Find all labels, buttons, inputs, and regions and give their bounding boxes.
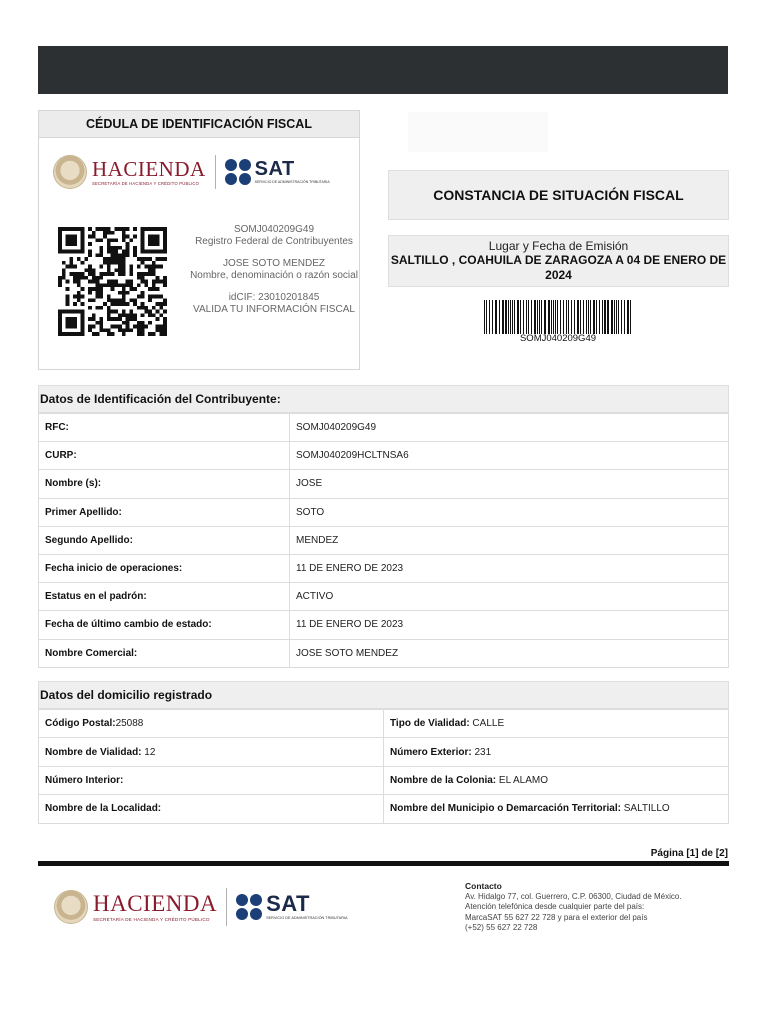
field-label: Nombre de la Colonia:: [390, 774, 497, 786]
logo-divider: [215, 155, 216, 189]
table-row: [39, 470, 729, 498]
idcif: idCIF: 23010201845: [228, 292, 320, 303]
sat-logo-subtext: SERVICIO DE ADMINISTRACIÓN TRIBUTARIA: [254, 180, 330, 184]
table-row: [39, 498, 729, 526]
rfc-label: Registro Federal de Contribuyentes: [195, 235, 353, 247]
field-value: JOSE: [290, 470, 729, 498]
field-label: Segundo Apellido:: [39, 526, 290, 554]
field-label: Nombre de la Localidad:: [45, 803, 162, 815]
field-value: SOMJ040209HCLTNSA6: [290, 442, 729, 470]
identificacion-header: Datos de Identificación del Contribuyente:: [38, 385, 729, 413]
cedula-logos: [53, 155, 330, 189]
footer-logos: [54, 888, 348, 926]
field-value: 25088: [115, 718, 144, 730]
hacienda-logo-subtext: SECRETARÍA DE HACIENDA Y CRÉDITO PÚBLICO: [93, 916, 210, 922]
field-label: Número Interior:: [45, 774, 124, 786]
domicilio-table: [38, 709, 729, 824]
field-value: SOMJ040209G49: [290, 414, 729, 442]
field-label: RFC:: [39, 414, 290, 442]
cedula-title: CÉDULA DE IDENTIFICACIÓN FISCAL: [39, 111, 359, 138]
contacto-title: Contacto: [465, 881, 502, 891]
field-label: Número Exterior:: [390, 746, 472, 758]
field-value: 231: [471, 746, 492, 758]
hacienda-logo: [93, 890, 218, 922]
field-label: Código Postal:: [45, 718, 116, 730]
field-label: Nombre de Vialidad:: [45, 746, 142, 758]
sat-logo: [262, 891, 348, 920]
field-value: 12: [141, 746, 156, 758]
field-label: Tipo de Vialidad:: [390, 718, 470, 730]
identificacion-table: [38, 413, 729, 668]
address-cell: [384, 795, 729, 823]
hacienda-seal-icon: [53, 155, 87, 189]
table-row: [39, 738, 729, 766]
name-value: JOSE SOTO MENDEZ: [222, 258, 326, 269]
sat-logo-subtext: SERVICIO DE ADMINISTRACIÓN TRIBUTARIA: [266, 916, 348, 920]
field-value: SALTILLO: [620, 803, 670, 815]
qr-code: [58, 227, 167, 336]
table-row: [39, 611, 729, 639]
logo-divider: [226, 888, 227, 926]
lugar-fecha-box: [388, 235, 729, 287]
field-value: EL ALAMO: [496, 774, 548, 786]
address-cell: [39, 710, 384, 738]
sat-logo: [251, 160, 330, 184]
sat-dots-icon: [236, 894, 262, 920]
sat-dots-icon: [225, 159, 251, 185]
table-row: [39, 526, 729, 554]
name-label: Nombre, denominación o razón social: [190, 269, 358, 281]
address-cell: [39, 795, 384, 823]
contacto-line: MarcaSAT 55 627 22 728 y para el exterior del país: [465, 912, 648, 922]
barcode-text: SOMJ040209G49: [519, 333, 597, 344]
field-value: 11 DE ENERO DE 2023: [290, 554, 729, 582]
contacto-line: Av. Hidalgo 77, col. Guerrero, C.P. 06300, Ciudad de México.: [465, 891, 682, 901]
cedula-card: [38, 110, 360, 370]
hacienda-logo: [92, 156, 206, 186]
address-cell: [39, 766, 384, 794]
field-label: Nombre del Municipio o Demarcación Territorial:: [390, 803, 621, 815]
field-value: 11 DE ENERO DE 2023: [290, 611, 729, 639]
address-cell: [384, 738, 729, 766]
table-row: [39, 766, 729, 794]
contacto-block: [465, 881, 682, 934]
lugar-value: SALTILLO , COAHUILA DE ZARAGOZA A 04 DE ENERO DE 2024: [390, 253, 727, 282]
field-value: SOTO: [290, 498, 729, 526]
table-row: [39, 795, 729, 823]
field-value: JOSE SOTO MENDEZ: [290, 639, 729, 667]
field-value: ACTIVO: [290, 583, 729, 611]
table-row: [39, 414, 729, 442]
address-cell: [384, 766, 729, 794]
field-label: Nombre (s):: [39, 470, 290, 498]
table-row: [39, 639, 729, 667]
field-label: Fecha inicio de operaciones:: [39, 554, 290, 582]
header-bar: [38, 46, 728, 94]
contacto-line: Atención telefónica desde cualquier parte del país:: [465, 902, 645, 911]
id-info: [189, 224, 359, 315]
sat-logo-text: SAT: [266, 891, 310, 916]
sat-logo-text: SAT: [254, 158, 295, 180]
hacienda-logo-text: HACIENDA: [92, 156, 206, 181]
table-row: [39, 554, 729, 582]
field-label: Fecha de último cambio de estado:: [39, 611, 290, 639]
address-cell: [384, 710, 729, 738]
barcode: [484, 300, 632, 334]
page-number: Página [1] de [2]: [650, 848, 728, 859]
field-value: CALLE: [469, 718, 505, 730]
blank-area: [408, 112, 548, 152]
address-cell: [39, 738, 384, 766]
field-label: Primer Apellido:: [39, 498, 290, 526]
contacto-line: (+52) 55 627 22 728: [465, 923, 538, 932]
field-label: Nombre Comercial:: [39, 639, 290, 667]
hacienda-seal-icon: [54, 890, 88, 924]
lugar-label: Lugar y Fecha de Emisión: [488, 239, 629, 253]
rfc-value: SOMJ040209G49: [233, 224, 315, 235]
hacienda-logo-text: HACIENDA: [93, 890, 218, 916]
table-row: [39, 710, 729, 738]
field-label: Estatus en el padrón:: [39, 583, 290, 611]
table-row: [39, 442, 729, 470]
field-label: CURP:: [39, 442, 290, 470]
valida-link[interactable]: VALIDA TU INFORMACIÓN FISCAL: [193, 303, 355, 315]
constancia-title: CONSTANCIA DE SITUACIÓN FISCAL: [388, 170, 729, 220]
footer-divider: [38, 861, 729, 866]
table-row: [39, 583, 729, 611]
field-value: MENDEZ: [290, 526, 729, 554]
domicilio-header: Datos del domicilio registrado: [38, 681, 729, 709]
hacienda-logo-subtext: SECRETARÍA DE HACIENDA Y CRÉDITO PÚBLICO: [92, 180, 200, 186]
